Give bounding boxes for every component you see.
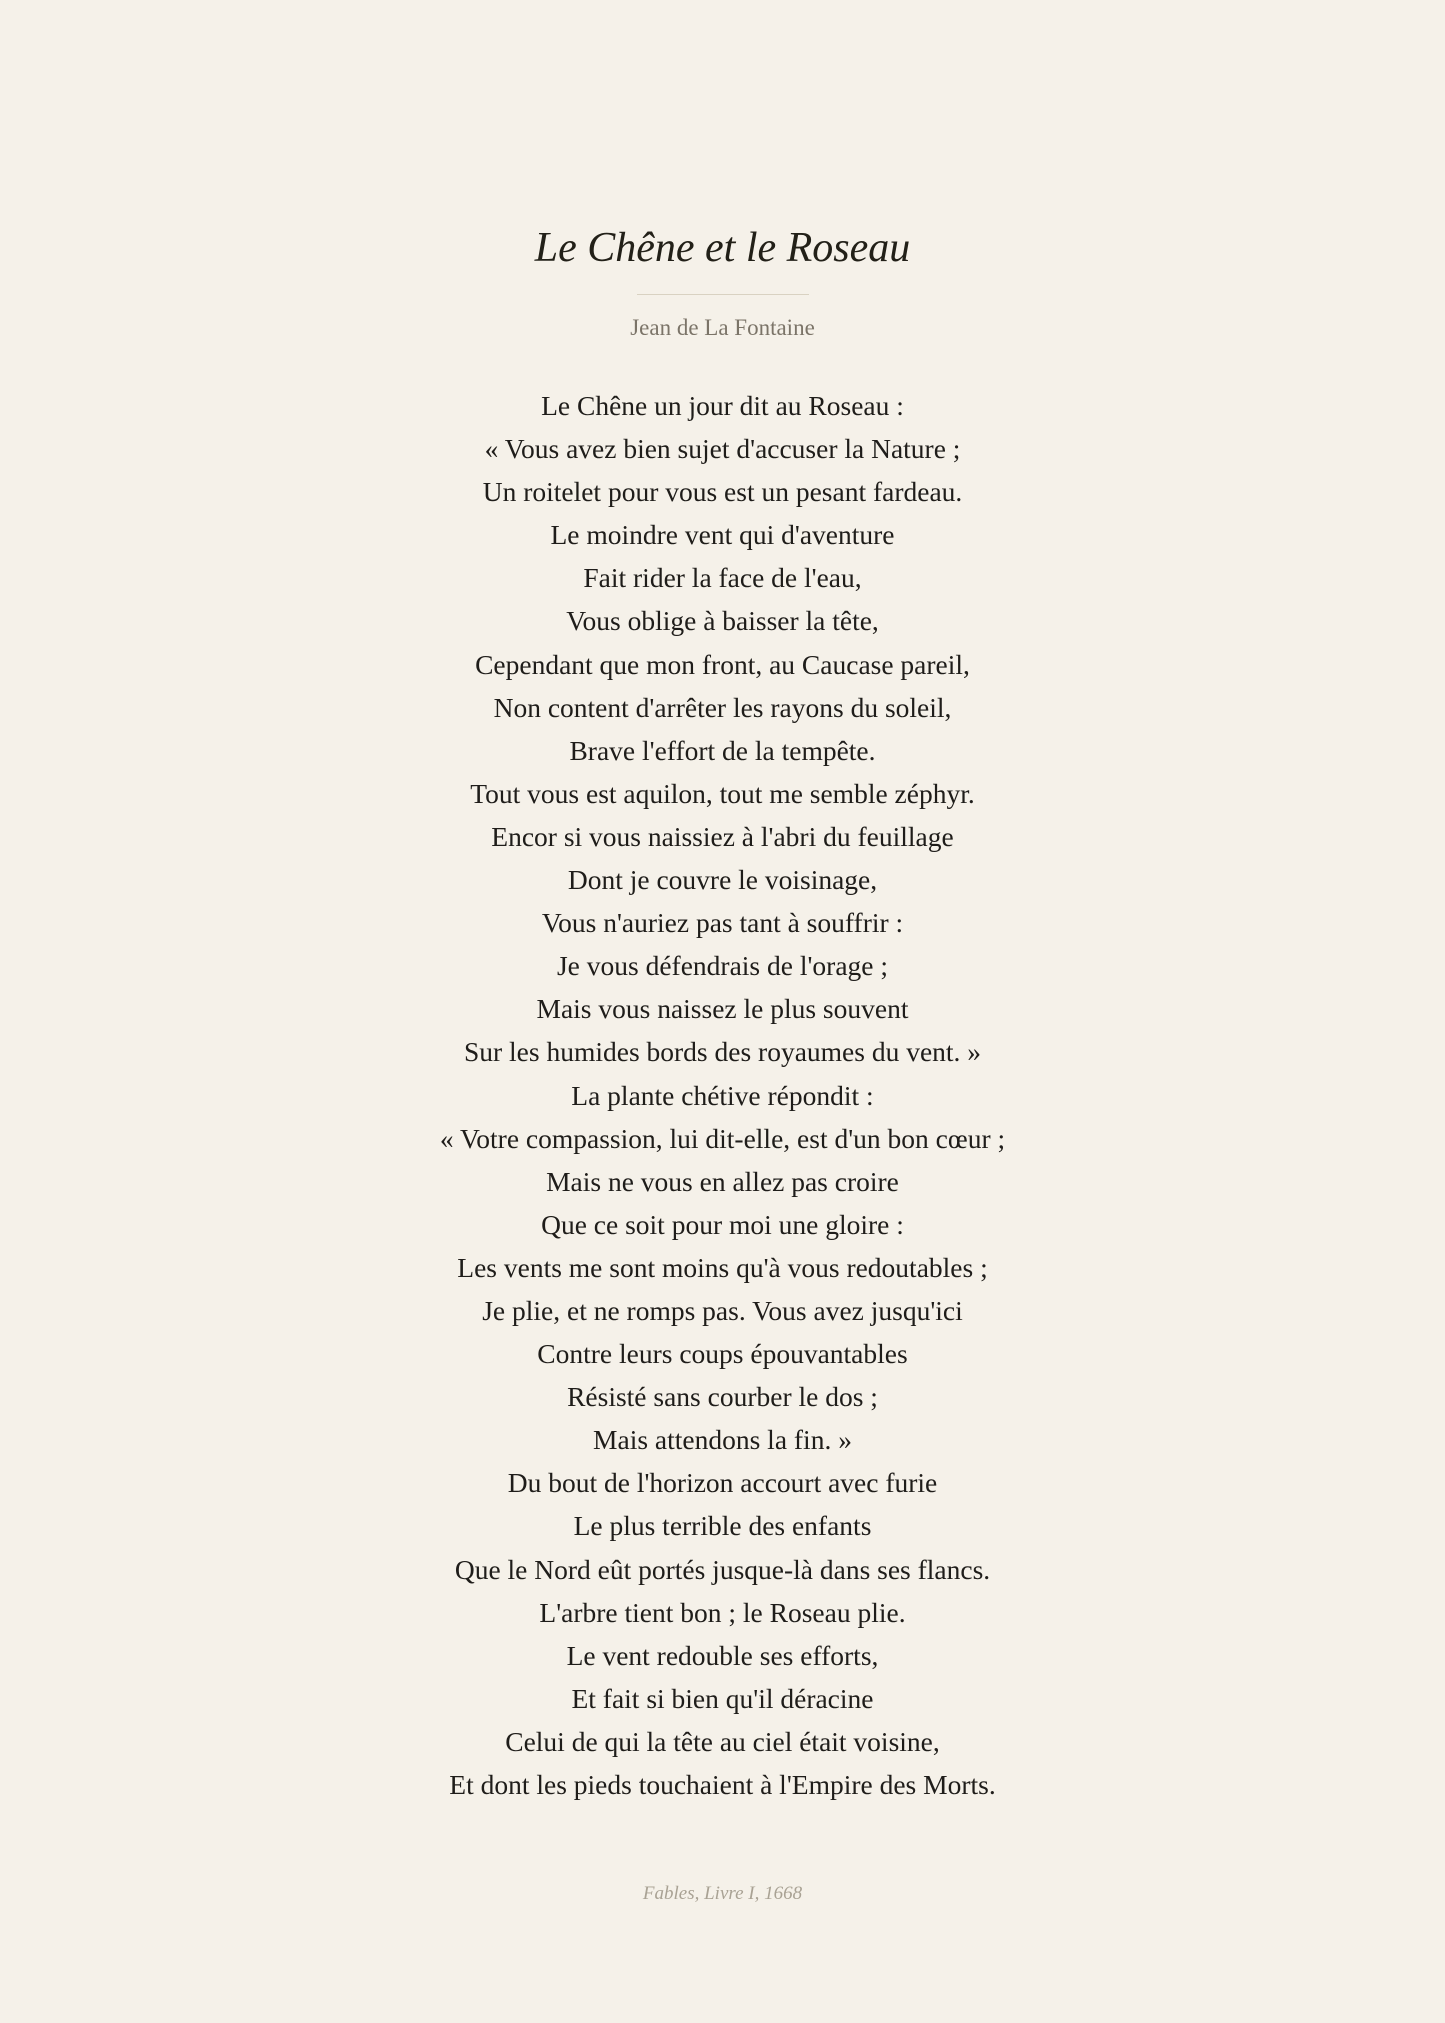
poem-line: Tout vous est aquilon, tout me semble zéphyr. (470, 777, 975, 809)
poem-line: Mais ne vous en allez pas croire (546, 1165, 899, 1197)
poem-line: Celui de qui la tête au ciel était voisine, (505, 1725, 940, 1757)
poem-line: L'arbre tient bon ; le Roseau plie. (539, 1596, 906, 1628)
poem-author: Jean de La Fontaine (630, 315, 815, 340)
poem-line: Fait rider la face de l'eau, (583, 562, 862, 594)
poem-line: Que ce soit pour moi une gloire : (541, 1208, 904, 1240)
poem-line: Sur les humides bords des royaumes du vent. » (463, 1036, 982, 1068)
poem-line: Mais vous naissez le plus souvent (536, 993, 909, 1025)
poem-line: Le moindre vent qui d'aventure (550, 519, 895, 551)
poem-line: Le plus terrible des enfants (573, 1510, 872, 1542)
poem-line: Et dont les pieds touchaient à l'Empire des Morts. (449, 1769, 996, 1800)
poem-line: Que le Nord eût portés jusque-là dans ses flancs. (454, 1553, 991, 1585)
poem-source: Fables, Livre I, 1668 (642, 1883, 803, 1904)
poem-line: Je vous défendrais de l'orage ; (556, 950, 889, 982)
poem-line: Dont je couvre le voisinage, (567, 864, 878, 896)
poem-line: Et fait si bien qu'il déracine (571, 1682, 874, 1714)
poem-line: Brave l'effort de la tempête. (569, 734, 876, 766)
poem-line: Contre leurs coups épouvantables (537, 1338, 908, 1370)
poem-line: « Vous avez bien sujet d'accuser la Nature ; (484, 433, 961, 465)
poem-line: Vous oblige à baisser la tête, (566, 605, 879, 637)
poem-line: Le Chêne un jour dit au Roseau : (541, 390, 904, 421)
poem-line: « Votre compassion, lui dit-elle, est d'un bon cœur ; (439, 1122, 1006, 1154)
poem-title: Le Chêne et le Roseau (534, 225, 911, 271)
poem-line: Un roitelet pour vous est un pesant fardeau. (482, 476, 963, 508)
poem-line: Encor si vous naissiez à l'abri du feuillage (491, 820, 954, 852)
poem-line: Vous n'auriez pas tant à souffrir : (541, 907, 904, 939)
poem-line: Résisté sans courber le dos ; (567, 1381, 878, 1413)
poem-line: Non content d'arrêter les rayons du soleil, (493, 691, 952, 723)
poem-line: Cependant que mon front, au Caucase pareil, (475, 648, 970, 680)
poem-body (0, 384, 1445, 1806)
poem-line: Mais attendons la fin. » (593, 1424, 852, 1456)
poem-line: La plante chétive répondit : (571, 1079, 874, 1111)
poem-line: Le vent redouble ses efforts, (566, 1639, 879, 1671)
poem-line: Je plie, et ne romps pas. Vous avez jusqu'ici (482, 1294, 963, 1326)
title-divider (637, 294, 809, 295)
poem-line: Du bout de l'horizon accourt avec furie (507, 1467, 938, 1499)
poem-line: Les vents me sont moins qu'à vous redoutables ; (457, 1251, 988, 1283)
